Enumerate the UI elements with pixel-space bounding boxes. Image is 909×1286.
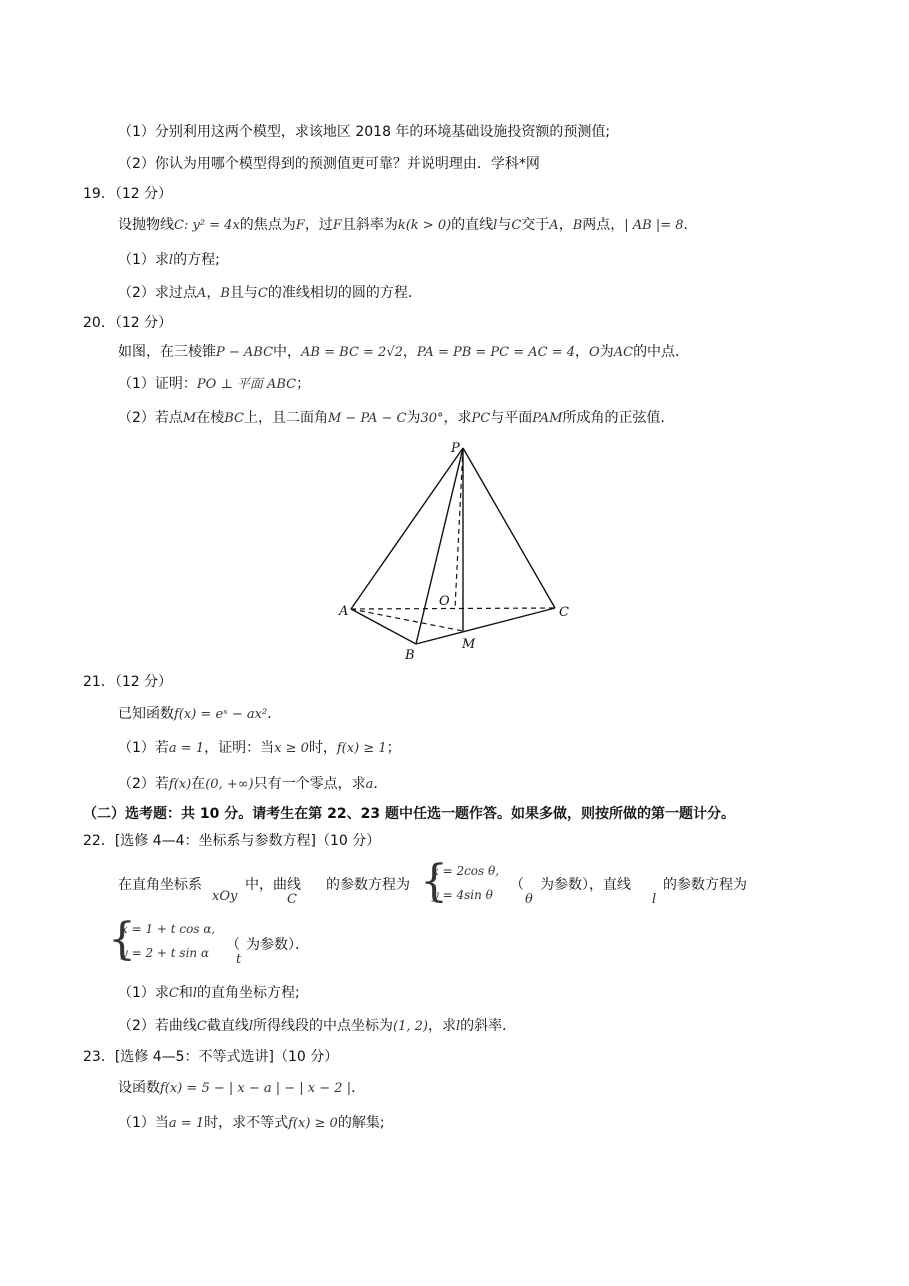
text: 设抛物线 <box>118 217 174 233</box>
text: 的方程; <box>173 252 220 268</box>
text: 为 <box>406 410 421 426</box>
edge-PA <box>351 448 463 609</box>
text: ，求 <box>443 410 472 426</box>
math: O <box>589 345 600 360</box>
q23-header: 23．[选修 4—5：不等式选讲]（10 分） <box>83 1049 339 1065</box>
text: ， <box>558 217 573 233</box>
math: a = 1 <box>168 1116 205 1131</box>
q22-stem-part7: （ <box>226 937 240 953</box>
text: ， <box>402 344 417 360</box>
edge-PC <box>463 448 555 608</box>
math: C <box>257 286 268 301</box>
q22-header: 22．[选修 4—4：坐标系与参数方程]（10 分） <box>83 833 381 849</box>
math: a <box>365 777 374 792</box>
text: 上，且二面角 <box>243 410 328 426</box>
q22-math-theta: θ <box>525 892 533 907</box>
q20-sub2 <box>118 408 675 429</box>
label-B: B <box>405 648 415 663</box>
text: 时， <box>308 740 337 756</box>
math: f(x) = 5 − | x − a | − | x − 2 | <box>160 1081 352 1096</box>
math: 30° <box>420 411 444 426</box>
text: （1）求 <box>118 985 169 1001</box>
math: C <box>168 986 179 1001</box>
math: B <box>220 286 230 301</box>
text: 的斜率． <box>460 1018 517 1034</box>
q21-stem <box>118 704 281 725</box>
math: l <box>168 253 174 268</box>
label-A: A <box>339 604 349 619</box>
q22-math-l: l <box>652 892 657 907</box>
math: f(x) ≥ 1 <box>336 741 387 756</box>
q20-stem <box>118 342 689 363</box>
math: M <box>182 411 197 426</box>
text: ； <box>386 740 401 756</box>
edge-AM-hidden <box>351 609 463 631</box>
math: C: y² = 4x <box>174 218 240 233</box>
text: （2）若点 <box>118 410 183 426</box>
math: PC <box>471 411 491 426</box>
q22-stem-part4: （ <box>510 877 524 893</box>
text: 设函数 <box>118 1080 160 1096</box>
text: ，证明：当 <box>204 740 275 756</box>
text: 在直角坐标系 <box>118 877 202 893</box>
text: 的准线相切的圆的方程． <box>267 285 422 301</box>
math: l <box>248 1019 254 1034</box>
q23-sub1 <box>118 1113 385 1134</box>
math: C <box>196 1019 207 1034</box>
q22-sub1 <box>118 983 300 1004</box>
text: 如图，在三棱锥 <box>118 344 216 360</box>
text: 且与 <box>229 285 258 301</box>
math: P − ABC <box>216 345 274 360</box>
math: B <box>572 218 583 233</box>
math: F <box>295 218 305 233</box>
text: （2）求过点 <box>118 285 197 301</box>
text: 在棱 <box>196 410 225 426</box>
q22-math-C: C <box>287 892 297 907</box>
text: ． <box>373 776 388 792</box>
text: 的中点． <box>633 344 690 360</box>
q20-header: 20．（12 分） <box>83 315 173 331</box>
q21-header: 21．（12 分） <box>83 674 173 690</box>
text: 且斜率为 <box>341 217 398 233</box>
q22-system1-brace: { <box>420 856 448 907</box>
edge-AB <box>351 609 416 644</box>
q22-stem-part3: 的参数方程为 <box>326 877 410 893</box>
text: 的解集; <box>337 1115 385 1131</box>
math: PA = PB = PC = AC = 4 <box>416 345 576 360</box>
math: a = 1 <box>168 741 205 756</box>
q21-sub1 <box>118 738 401 759</box>
q20-sub1 <box>118 374 310 395</box>
q22-stem-part8: 为参数）． <box>246 937 309 953</box>
math: l <box>493 218 498 233</box>
math: A <box>549 218 559 233</box>
text: 所成角的正弦值． <box>562 410 675 426</box>
text: （1）证明： <box>118 376 197 392</box>
math: AC <box>613 345 634 360</box>
q22-stem-part2: 中，曲线 <box>245 877 301 893</box>
math: (0, +∞) <box>205 777 254 792</box>
edge-PB <box>416 448 463 644</box>
text: 只有一个零点，求 <box>253 776 366 792</box>
q22-sub2 <box>118 1016 516 1037</box>
math: A <box>196 286 207 301</box>
math: l <box>456 1019 461 1034</box>
text: ， <box>575 344 590 360</box>
text: （1）当 <box>118 1115 169 1131</box>
q19-sub1 <box>118 250 220 271</box>
q18-sub1: （1）分别利用这两个模型，求该地区 2018 年的环境基础设施投资额的预测值; <box>118 124 611 140</box>
math: l <box>192 986 198 1001</box>
text: 的直角坐标方程; <box>197 985 300 1001</box>
text: 与平面 <box>490 410 533 426</box>
math: AB = BC = 2√2 <box>301 345 403 360</box>
edge-AC-hidden <box>351 608 555 609</box>
text: 在 <box>191 776 206 792</box>
math: x ≥ 0 <box>274 741 309 756</box>
q22-stem-part1 <box>118 875 202 895</box>
q21-sub2 <box>118 774 387 795</box>
text: 的直线 <box>451 217 494 233</box>
text: ． <box>351 1080 366 1096</box>
text: ，求 <box>428 1018 456 1034</box>
math: C <box>511 218 522 233</box>
label-O: O <box>439 594 450 609</box>
q22-system2-line1: x = 1 + t cos α, <box>121 922 216 936</box>
text: （1）求 <box>118 252 169 268</box>
label-M: M <box>462 637 476 652</box>
text: 中， <box>273 344 302 360</box>
q22-system2-brace: { <box>108 914 136 965</box>
text: ； <box>296 376 311 392</box>
math: (1, 2) <box>393 1019 428 1034</box>
q22-stem-part5: 为参数），直线 <box>540 877 631 893</box>
q22-math-xOy: xOy <box>212 889 238 904</box>
math: F <box>332 218 342 233</box>
q19-sub2 <box>118 283 422 304</box>
section-elective-title: （二）选考题：共 10 分。请考生在第 22、23 题中任选一题作答。如果多做，则按所做的第一题计分。 <box>83 806 735 822</box>
text: 截直线 <box>206 1018 249 1034</box>
edge-BC <box>416 608 555 644</box>
math: f(x) = eˣ − ax² <box>174 707 268 722</box>
q22-system1-line2: y = 4sin θ <box>432 888 493 902</box>
text: （1）若 <box>118 740 169 756</box>
math: | AB |= 8 <box>624 218 684 233</box>
math: f(x) ≥ 0 <box>288 1116 338 1131</box>
text: ， <box>206 285 221 301</box>
q19-stem <box>118 215 698 236</box>
text: 已知函数 <box>118 706 174 722</box>
q22-system1-line1: x = 2cos θ, <box>432 864 500 878</box>
q23-stem <box>118 1078 365 1099</box>
text: 的焦点为 <box>239 217 296 233</box>
label-C: C <box>559 605 569 620</box>
math: k(k > 0) <box>397 218 452 233</box>
q18-sub2: （2）你认为用哪个模型得到的预测值更可靠？并说明理由．学科*网 <box>118 156 540 172</box>
q19-header: 19．（12 分） <box>83 186 173 202</box>
text: （2）若曲线 <box>118 1018 197 1034</box>
math: BC <box>224 411 244 426</box>
text: ． <box>267 706 282 722</box>
text: （2）若 <box>118 776 169 792</box>
q22-math-t: t <box>236 952 242 967</box>
label-P: P <box>451 441 460 456</box>
text: ． <box>683 217 698 233</box>
text: 所得线段的中点坐标为 <box>253 1018 394 1034</box>
math: M − PA − C <box>327 411 407 426</box>
text: 两点， <box>582 217 625 233</box>
math: f(x) <box>168 777 192 792</box>
text: 和 <box>178 985 193 1001</box>
math: PAM <box>532 411 563 426</box>
text: 时，求不等式 <box>204 1115 289 1131</box>
q22-stem-part6: 的参数方程为 <box>663 877 747 893</box>
math: PO ⊥ 平面 ABC <box>196 377 297 392</box>
q22-system2-line2: y = 2 + t sin α <box>121 946 210 960</box>
text: ，过 <box>304 217 333 233</box>
text: 为 <box>599 344 614 360</box>
text: 与 <box>497 217 512 233</box>
edge-PO-hidden <box>455 448 463 608</box>
text: 交于 <box>521 217 550 233</box>
